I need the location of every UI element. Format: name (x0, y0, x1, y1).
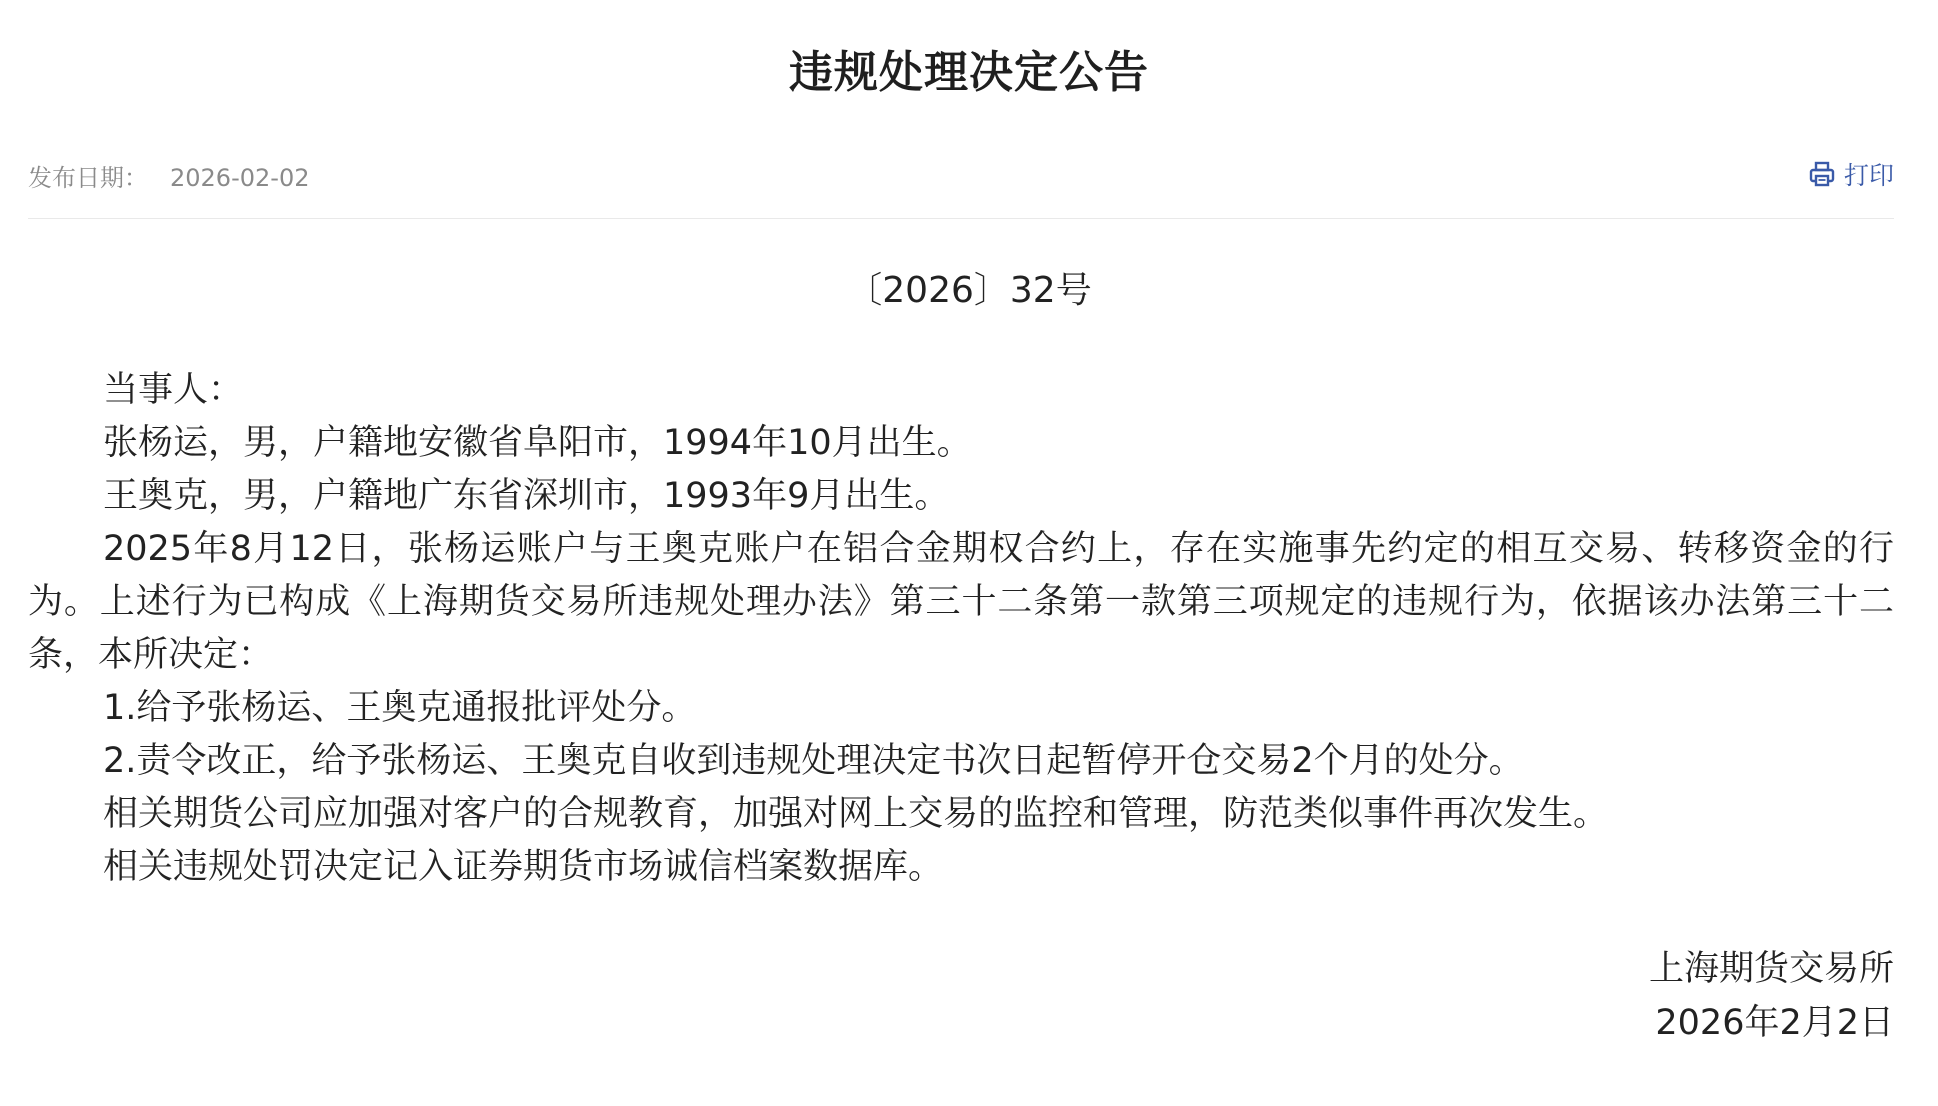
body-paragraph: 2025年8月12日，张杨运账户与王奥克账户在铝合金期权合约上，存在实施事先约定的相互交易、转移资金的行为。上述行为已构成《上海期货交易所违规处理办法》第三十二条第一款第三项规定的违规行为，依据该办法第三十二条，本所决定： (28, 529, 1894, 675)
print-button[interactable] (1808, 156, 1894, 192)
signature-block (1649, 942, 1894, 1050)
body-paragraph: 王奥克，男，户籍地广东省深圳市，1993年9月出生。 (103, 476, 950, 516)
signature-organization: 上海期货交易所 (1648, 949, 1894, 989)
body-paragraph: 相关违规处罚决定记入证券期货市场诚信档案数据库。 (103, 847, 944, 887)
document-number: 〔2026〕32号 (846, 270, 1092, 311)
body-paragraph: 2.责令改正，给予张杨运、王奥克自收到违规处理决定书次日起暂停开仓交易2个月的处分。 (103, 741, 1524, 781)
divider (28, 218, 1894, 219)
publish-date (28, 158, 309, 193)
body-paragraph: 相关期货公司应加强对客户的合规教育，加强对网上交易的监控和管理，防范类似事件再次发生。 (103, 794, 1609, 834)
publish-date-label: 发布日期： (28, 164, 148, 192)
body-paragraph: 1.给予张杨运、王奥克通报批评处分。 (103, 688, 697, 728)
printer-icon (1808, 160, 1836, 188)
body-paragraph: 张杨运，男，户籍地安徽省阜阳市，1994年10月出生。 (103, 423, 972, 463)
page-title: 违规处理决定公告 (789, 47, 1149, 98)
print-label: 打印 (1843, 161, 1894, 190)
signature-date: 2026年2月2日 (1655, 1003, 1894, 1043)
notice-body (28, 364, 1894, 894)
meta-row (28, 152, 1894, 192)
body-paragraph: 当事人： (103, 370, 244, 410)
publish-date-value: 2026-02-02 (170, 164, 310, 192)
